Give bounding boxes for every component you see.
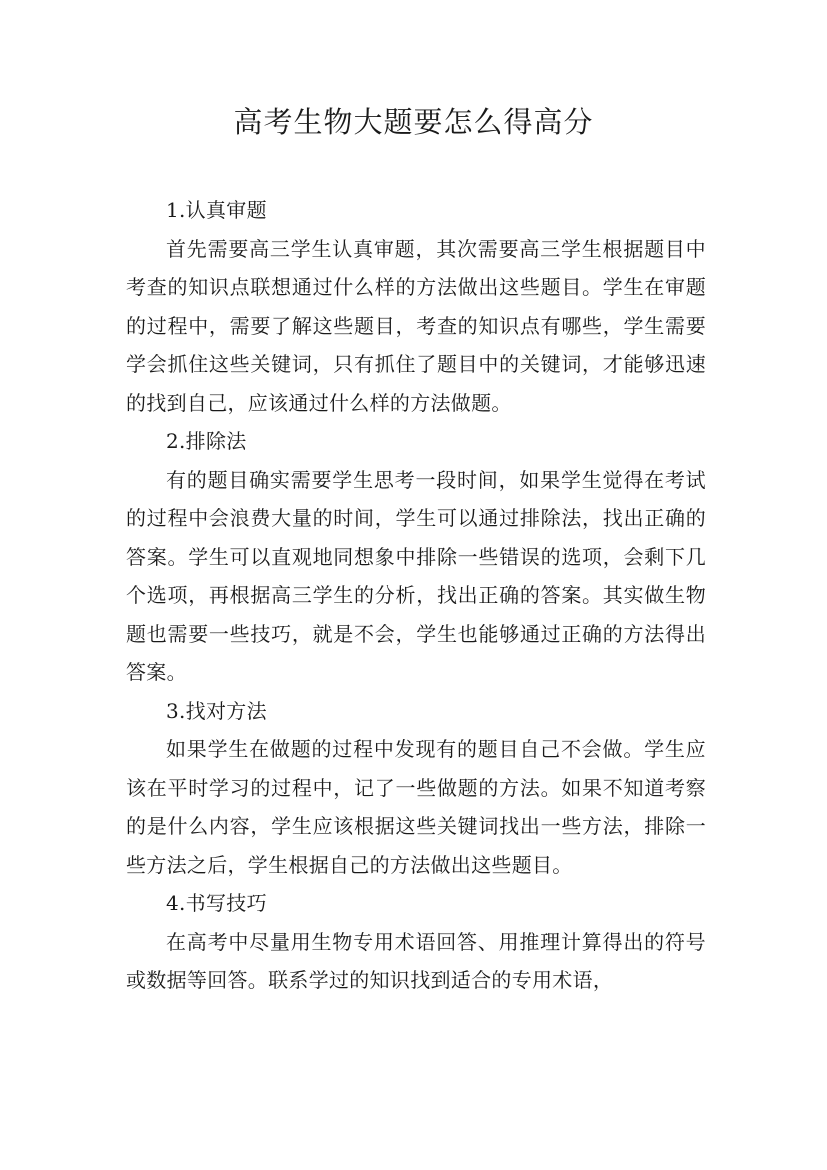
paragraph-3: 如果学生在做题的过程中发现有的题目自己不会做。学生应该在平时学习的过程中，记了一些做题的方法。如果不知道考察的是什么内容，学生应该根据这些关键词找出一些方法，排除一些方法之后，学生根据自己的方法做出这些题目。 [126,737,706,877]
paragraph-4: 在高考中尽量用生物专用术语回答、用推理计算得出的符号或数据等回答。联系学过的知识找到适合的专用术语， [126,929,706,992]
section-heading-1: 1.认真审题 [166,198,267,222]
section-heading-4: 4.书写技巧 [166,891,267,915]
section-heading-2: 2.排除法 [166,429,247,453]
document-body [126,191,706,1000]
document-title: 高考生物大题要怎么得高分 [233,105,594,139]
paragraph-2: 有的题目确实需要学生思考一段时间，如果学生觉得在考试的过程中会浪费大量的时间，学生可以通过排除法，找出正确的答案。学生可以直观地同想象中排除一些错误的选项，会剩下几个选项，再根据高三学生的分析，找出正确的答案。其实做生物题也需要一些技巧，就是不会，学生也能够通过正确的方法得出答案。 [126,467,706,684]
section-heading-3: 3.找对方法 [166,698,267,723]
paragraph-1: 首先需要高三学生认真审题，其次需要高三学生根据题目中考查的知识点联想通过什么样的方法做出这些题目。学生在审题的过程中，需要了解这些题目，考查的知识点有哪些，学生需要学会抓住这些关键词，只有抓住了题目中的关键词，才能够迅速的找到自己，应该通过什么样的方法做题。 [126,236,706,415]
